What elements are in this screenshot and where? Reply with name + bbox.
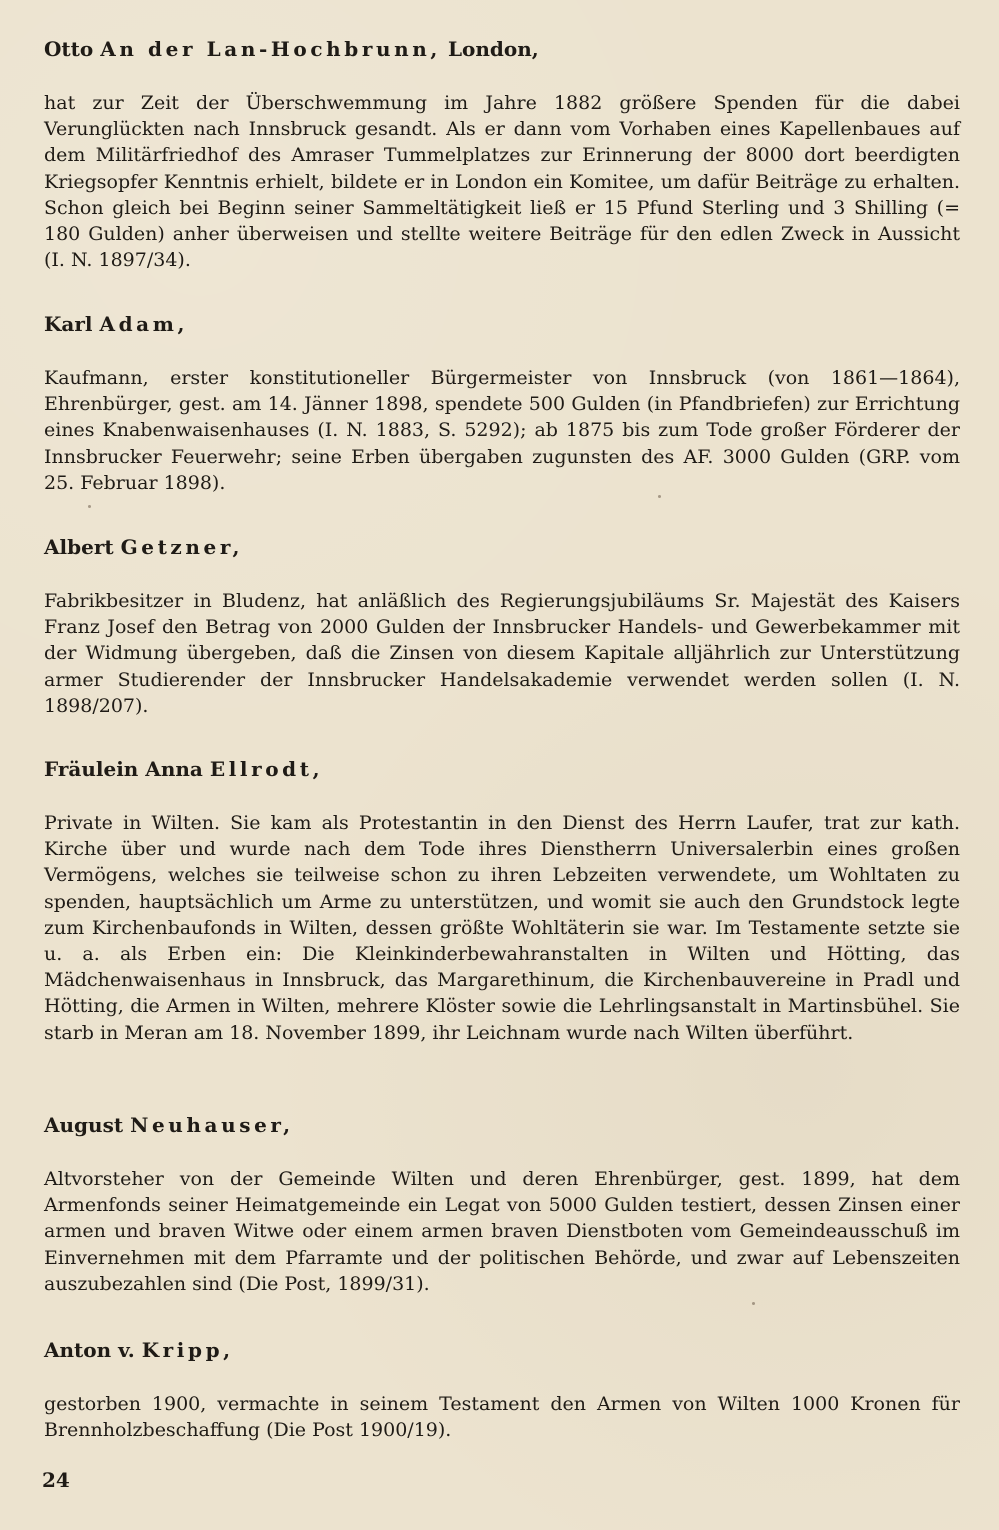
- entry-kripp: [44, 1337, 960, 1443]
- name-prefix: August: [44, 1113, 124, 1137]
- name-surname: Neuhauser,: [130, 1113, 294, 1137]
- name-surname: An der Lan-Hochbrunn,: [100, 37, 441, 61]
- entry-name: [44, 534, 960, 560]
- name-prefix: Fräulein Anna: [44, 757, 203, 781]
- name-surname: Ellrodt,: [209, 757, 324, 781]
- entry-text: gestorben 1900, vermachte in seinem Testament den Armen von Wilten 1000 Kronen für Brennholzbeschaffung (Die Post 1900/19).: [44, 1393, 960, 1442]
- entry-text: Private in Wilten. Sie kam als Protestantin in den Dienst des Herrn Laufer, trat zur kath. Kirche über und wurde nach dem Tode ihres Dienstherrn Universalerbin eines großen Vermögens, welches sie teilweise schon zu ihren Lebzeiten verwendete, um Wohltaten zu spenden, hauptsächlich um Arme zu unterstützen, und womit sie auch den Grundstock legte zum Kirchenbaufonds in Wilten, dessen größte Wohltäterin sie war. Im Testamente setzte sie u. a. als Erben ein: Die Kleinkinderbewahranstalten in Wilten und Hötting, das Mädchenwaisenhaus in Innsbruck, das Margarethinum, die Kirchenbauvereine in Pradl und Hötting, die Armen in Wilten, mehrere Klöster sowie die Lehrlingsanstalt in Martinsbühel. Sie starb in Meran am 18. November 1899, ihr Leichnam wurde nach Wilten überführt.: [44, 812, 960, 1044]
- entry-name: [44, 756, 960, 782]
- entry-name: [44, 1337, 960, 1363]
- name-suffix: London,: [447, 37, 539, 61]
- paper-speck: [88, 505, 91, 508]
- entry-text: Altvorsteher von der Gemeinde Wilten und deren Ehrenbürger, gest. 1899, hat dem Armenfonds seiner Heimatgemeinde ein Legat von 5000 Gulden testiert, dessen Zinsen einer armen und braven Witwe oder einem armen braven Dienstboten vom Gemeindeausschuß im Einvernehmen mit dem Pfarramte und der politischen Behörde, und zwar auf Lebenszeiten auszubezahlen sind (Die Post, 1899/31).: [44, 1168, 960, 1295]
- name-prefix: Otto: [44, 37, 94, 61]
- entry-adam: [44, 311, 960, 496]
- name-prefix: Albert: [44, 535, 114, 559]
- entry-neuhauser: [44, 1112, 960, 1297]
- name-surname: Adam,: [99, 312, 189, 336]
- entry-ellrodt: [44, 756, 960, 1046]
- name-surname: Getzner,: [120, 535, 244, 559]
- name-surname: Kripp,: [141, 1338, 234, 1362]
- page-number: 24: [42, 1468, 70, 1492]
- entry-text: Kaufmann, erster konstitutioneller Bürgermeister von Innsbruck (von 1861—1864), Ehrenbürger, gest. am 14. Jänner 1898, spendete 500 Gulden (in Pfandbriefen) zur Errichtung eines Knabenwaisenhauses (I. N. 1883, S. 5292); ab 1875 bis zum Tode großer Förderer der Innsbrucker Feuerwehr; seine Erben übergaben zugunsten des AF. 3000 Gulden (GRP. vom 25. Februar 1898).: [44, 367, 960, 494]
- entry-getzner: [44, 534, 960, 719]
- entry-text: Fabrikbesitzer in Bludenz, hat anläßlich des Regierungsjubiläums Sr. Majestät des Kaisers Franz Josef den Betrag von 2000 Gulden der Innsbrucker Handels- und Gewerbekammer mit der Widmung übergeben, daß die Zinsen von diesem Kapitale alljährlich zur Unterstützung armer Studierender der Innsbrucker Handelsakademie verwendet werden sollen (I. N. 1898/207).: [44, 590, 960, 717]
- entry-name: [44, 1112, 960, 1138]
- name-prefix: Anton v.: [44, 1338, 135, 1362]
- entry-an-der-lan-hochbrunn: [44, 36, 960, 273]
- entry-text: hat zur Zeit der Überschwemmung im Jahre 1882 größere Spenden für die dabei Verunglückten nach Innsbruck gesandt. Als er dann vom Vorhaben eines Kapellenbaues auf dem Militärfriedhof des Amraser Tummelplatzes zur Erinnerung der 8000 dort beerdigten Kriegsopfer Kenntnis erhielt, bildete er in London ein Komitee, um dafür Beiträge zu erhalten. Schon gleich bei Beginn seiner Sammeltätigkeit ließ er 15 Pfund Sterling und 3 Shilling (= 180 Gulden) anher überweisen und stellte weitere Beiträge für den edlen Zweck in Aussicht (I. N. 1897/34).: [44, 92, 960, 272]
- paper-speck: [752, 1302, 755, 1305]
- name-prefix: Karl: [44, 312, 93, 336]
- entry-name: [44, 311, 960, 337]
- paper-speck: [658, 495, 661, 498]
- entry-name: [44, 36, 960, 62]
